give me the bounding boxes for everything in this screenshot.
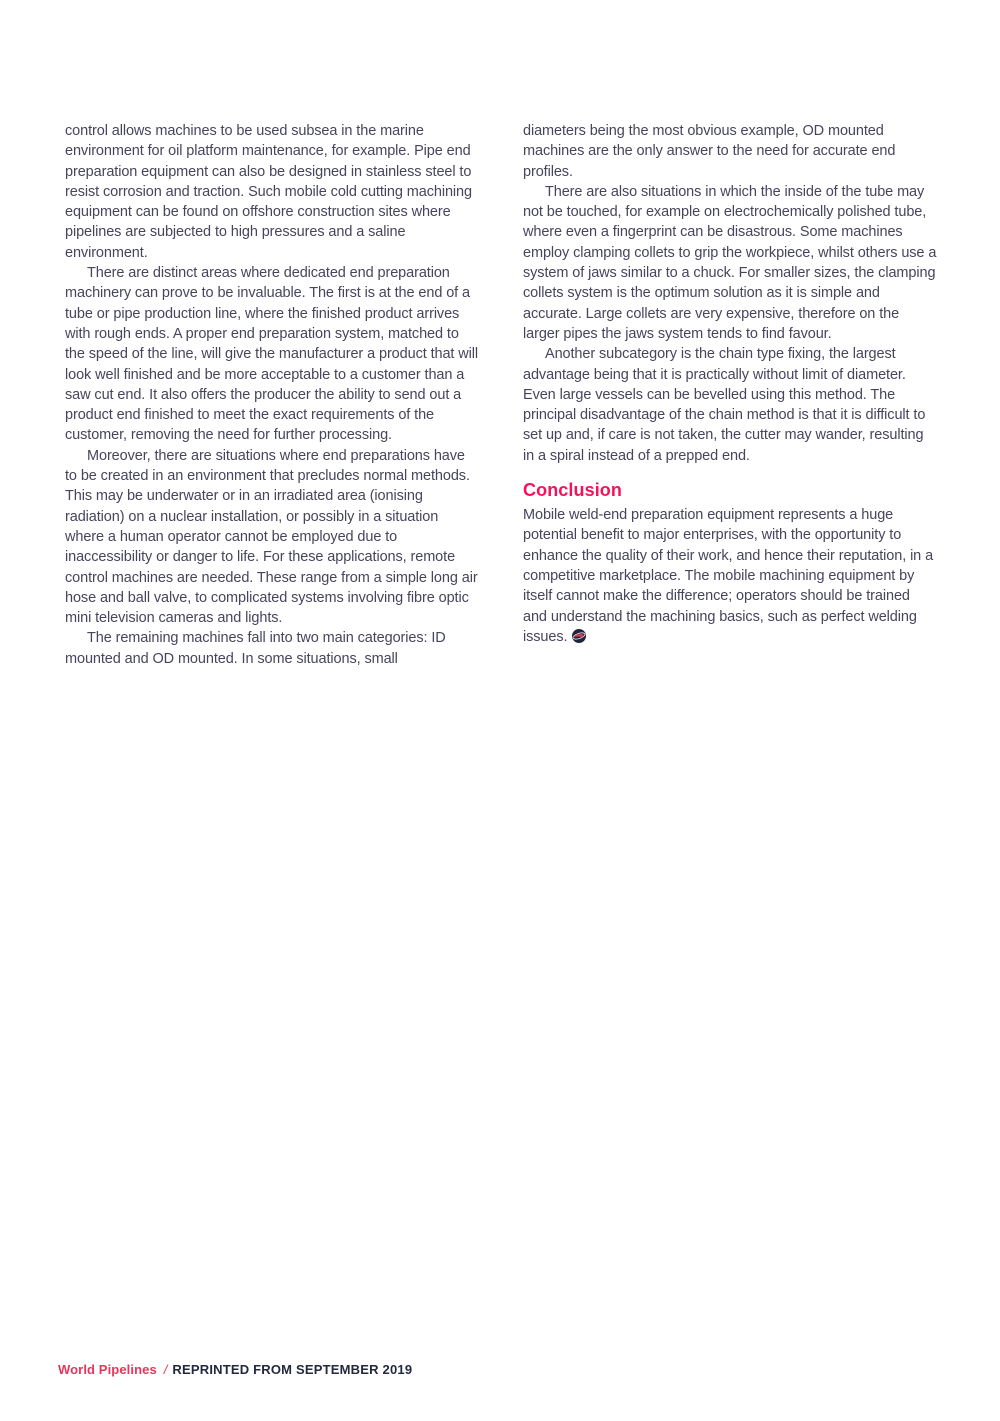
conclusion-paragraph: [523, 505, 937, 647]
footer-reprint-text: REPRINTED FROM SEPTEMBER 2019: [172, 1362, 413, 1377]
body-paragraph: control allows machines to be used subsea in the marine environment for oil platform maintenance, for example. Pipe end preparation equipment can also be designed in stainless steel to resist corrosion and traction. Such mobile cold cutting machining equipment can be found on offshore construction sites where pipelines are subjected to high pressures and a saline environment.: [65, 123, 472, 261]
article-body: [65, 121, 937, 669]
body-paragraph: The remaining machines fall into two main categories: ID mounted and OD mounted. In some situations, small: [65, 630, 446, 667]
conclusion-heading: Conclusion: [523, 480, 622, 501]
body-paragraph: There are distinct areas where dedicated end preparation machinery can prove to be invaluable. The first is at the end of a tube or pipe production line, where the finished product arrives with rough ends. A proper end preparation system, matched to the speed of the line, will give the manufacturer a product that will look well finished and be more acceptable to a customer than a saw cut end. It also offers the producer the ability to send out a product end finished to meet the exact requirements of the customer, removing the need for further processing.: [65, 265, 479, 444]
body-paragraph: There are also situations in which the inside of the tube may not be touched, for example on electrochemically polished tube, where even a fingerprint can be disastrous. Some machines employ clamping collets to grip the workpiece, whilst others use a system of jaws similar to a chuck. For smaller sizes, the clamping collets system is the optimum solution as it is simple and accurate. Large collets are very expensive, therefore on the larger pipes the jaws system tends to find favour.: [523, 183, 937, 342]
footer-separator: /: [163, 1362, 168, 1377]
end-of-article-globe-icon: [572, 629, 586, 643]
footer-brand-logo: World Pipelines: [58, 1362, 157, 1377]
left-column: [65, 121, 479, 669]
body-paragraph: Another subcategory is the chain type fixing, the largest advantage being that it is practically without limit of diameter. Even large vessels can be bevelled using this method. The principal disadvantage of the chain method is that it is difficult to set up and, if care is not taken, the cutter may wander, resulting in a spiral instead of a prepped end.: [523, 346, 926, 464]
conclusion-text: Mobile weld-end preparation equipment represents a huge potential benefit to major enterprises, with the opportunity to enhance the quality of their work, and hence their reputation, in a competitive marketplace. The mobile machining equipment by itself cannot make the difference; operators should be trained and understand the machining basics, such as perfect welding issues.: [523, 507, 934, 645]
body-paragraph: Moreover, there are situations where end preparations have to be created in an environment that precludes normal methods. This may be underwater or in an irradiated area (ionising radiation) on a nuclear installation, or possibly in a situation where a human operator cannot be employed due to inaccessibility or danger to life. For these applications, remote control machines are needed. These range from a simple long air hose and ball valve, to complicated systems involving fibre optic mini television cameras and lights.: [65, 447, 478, 627]
body-paragraph: diameters being the most obvious example, OD mounted machines are the only answer to the need for accurate end profiles.: [523, 123, 896, 180]
page-footer: [58, 1362, 412, 1377]
right-column: [523, 121, 937, 669]
